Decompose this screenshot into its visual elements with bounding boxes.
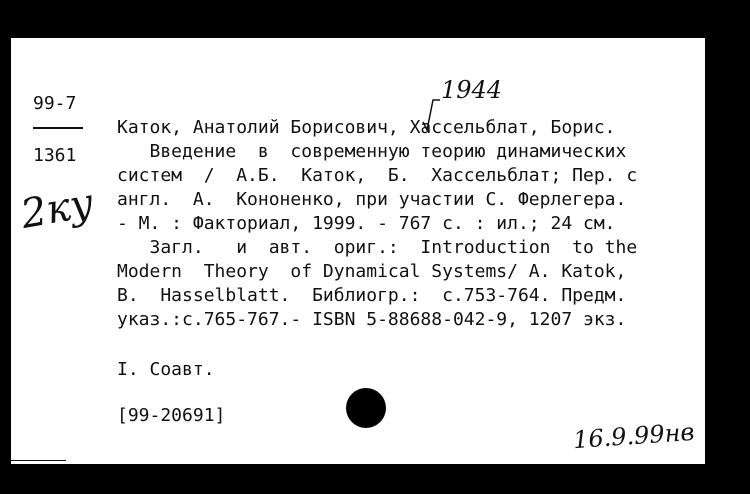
entry-line-2: Введение в современную теорию динамических <box>117 141 627 162</box>
call-number-bottom: 1361 <box>33 145 77 166</box>
entry-line-7: Modern Theory of Dynamical Systems/ A. Katok, <box>117 261 627 282</box>
handwritten-date: 16.9.99нв <box>572 417 696 455</box>
entry-line-3: систем / А.Б. Каток, Б. Хассельблат; Пер. с <box>117 165 638 186</box>
entry-line-5: - М. : Факториал, 1999. - 767 с. : ил.; 24 см. <box>117 213 616 234</box>
entry-line-1: Каток, Анатолий Борисович, Хассельблат, Борис. <box>117 117 616 138</box>
added-entry: I. Соавт. <box>117 359 215 380</box>
bottom-edge-mark <box>11 460 66 461</box>
call-number-divider <box>33 127 83 129</box>
punch-hole <box>346 388 386 428</box>
entry-line-8: B. Hasselblatt. Библиогр.: с.753-764. Предм. <box>117 285 627 306</box>
catalog-card <box>11 38 705 464</box>
entry-line-4: англ. А. Кононенко, при участии С. Ферлегера. <box>117 189 627 210</box>
entry-line-9: указ.:с.765-767.- ISBN 5-88688-042-9, 1207 экз. <box>117 309 627 330</box>
call-number-top: 99-7 <box>33 93 77 114</box>
control-number: [99-20691] <box>117 405 226 426</box>
entry-line-6: Загл. и авт. ориг.: Introduction to the <box>117 237 638 258</box>
handwritten-year: 1944 <box>441 76 503 104</box>
handwritten-mark: 2ку <box>17 180 97 238</box>
